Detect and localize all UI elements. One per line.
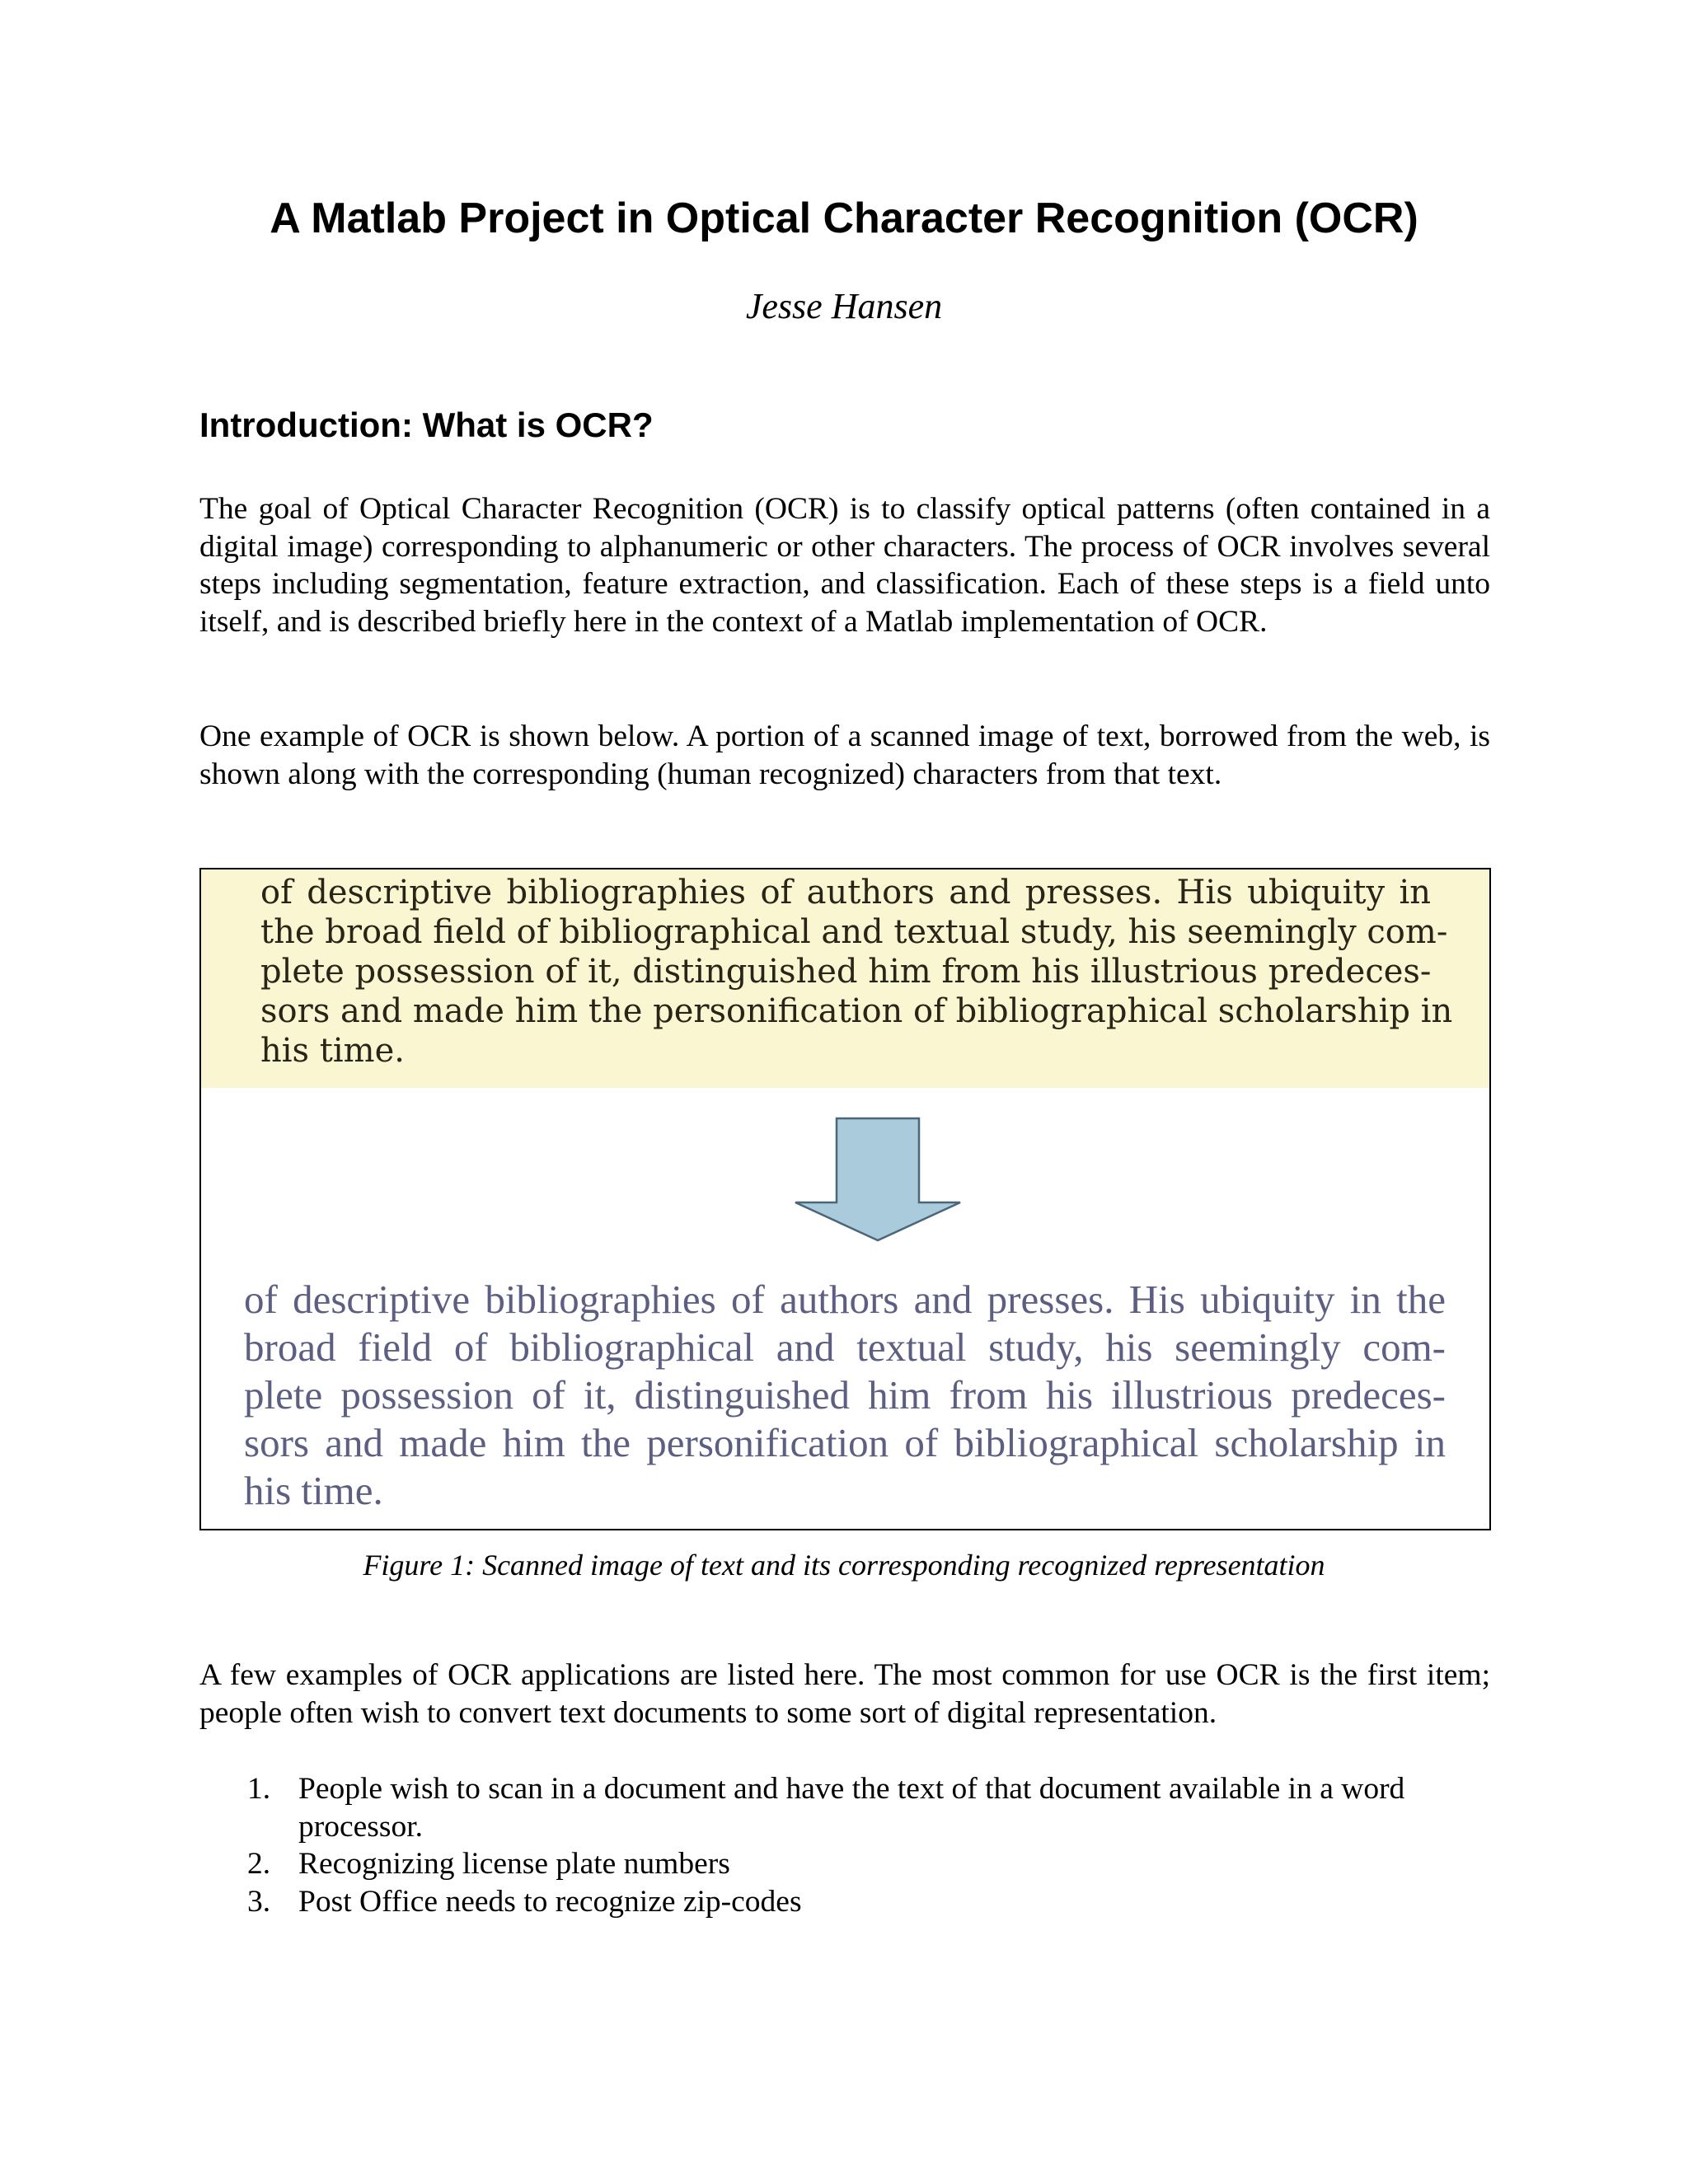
scanned-text-image — [201, 869, 1489, 1088]
list-item — [247, 1770, 1492, 1845]
scanned-line: the broad field of bibliographical and textual study, his seemingly com- — [260, 913, 1448, 951]
scanned-line: sors and made him the personification of bibliographical scholarship in — [260, 992, 1453, 1030]
applications-list — [247, 1770, 1492, 1920]
list-item-text: Recognizing license plate numbers — [298, 1847, 730, 1881]
list-item-text: Post Office needs to recognize zip-codes — [298, 1884, 802, 1919]
scanned-line: plete possession of it, distinguished him from his illustrious predeces- — [260, 953, 1432, 991]
page-title: A Matlab Project in Optical Character Recognition (OCR) — [270, 194, 1418, 242]
list-item-number: 1. — [247, 1772, 271, 1806]
list-item-number: 3. — [247, 1884, 271, 1919]
scanned-line: his time. — [260, 1032, 405, 1070]
recognized-line: his time. — [244, 1468, 383, 1513]
author-name: Jesse Hansen — [745, 286, 943, 326]
list-item — [247, 1883, 1492, 1921]
list-item — [247, 1845, 1492, 1883]
list-item-text: People wish to scan in a document and have the text of that document available in a word processor. — [298, 1772, 1405, 1844]
list-item-number: 2. — [247, 1847, 271, 1881]
down-arrow-icon — [793, 1117, 963, 1242]
recognized-line: broad field of bibliographical and textual study, his seemingly com- — [244, 1324, 1446, 1370]
applications-paragraph: A few examples of OCR applications are listed here. The most common for use OCR is the first item; people often wish to convert text documents to some sort of digital representation. — [199, 1658, 1490, 1730]
intro-paragraph: The goal of Optical Character Recognition (OCR) is to classify optical patterns (often contained in a digital image) corresponding to alphanumeric or other characters. The process of OCR involves several steps including segmentation, feature extraction, and classification. Each of these steps is a field unto itself, and is described briefly here in the context of a Matlab implementation of OCR. — [199, 492, 1490, 639]
recognized-line: of descriptive bibliographies of authors and presses. His ubiquity in the — [244, 1277, 1446, 1322]
section-heading: Introduction: What is OCR? — [199, 405, 654, 444]
recognized-line: sors and made him the personification of bibliographical scholarship in — [244, 1420, 1446, 1465]
figure-ocr-example — [199, 868, 1491, 1530]
scanned-line: of descriptive bibliographies of authors and presses. His ubiquity in — [260, 874, 1431, 912]
figure-caption: Figure 1: Scanned image of text and its corresponding recognized representation — [363, 1549, 1325, 1582]
example-paragraph: One example of OCR is shown below. A portion of a scanned image of text, borrowed from the web, is shown along with the corresponding (human recognized) characters from that text. — [199, 719, 1490, 791]
recognized-line: plete possession of it, distinguished him from his illustrious predeces- — [244, 1372, 1446, 1418]
